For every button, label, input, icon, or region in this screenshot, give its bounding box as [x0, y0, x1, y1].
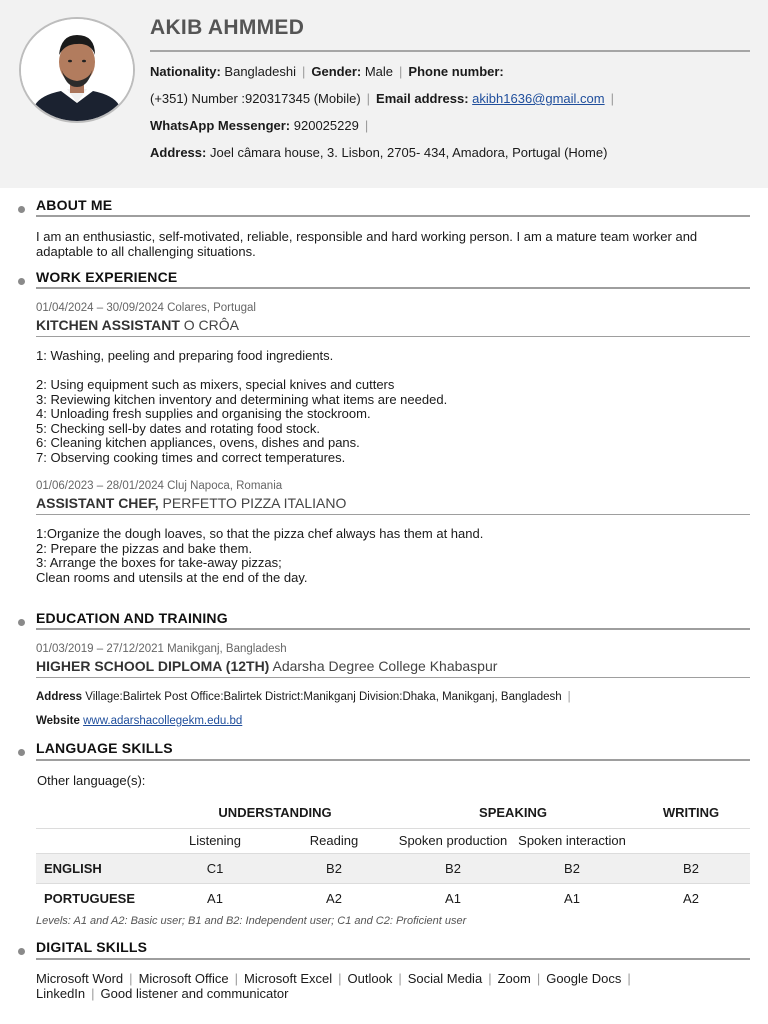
separator: | — [91, 985, 95, 1001]
table-cell: B2 — [394, 853, 512, 883]
email-link[interactable]: akibh1636@gmail.com — [472, 91, 605, 106]
education-address-label: Address — [36, 691, 83, 703]
list-item: Clean rooms and utensils at the end of the day. — [36, 569, 308, 585]
candidate-name: AKIB AHMMED — [150, 16, 305, 39]
table-cell: B2 — [512, 853, 632, 883]
separator: | — [627, 971, 631, 986]
list-item: 5: Checking sell-by dates and rotating food stock. — [36, 420, 320, 436]
section-divider — [36, 287, 750, 289]
job-role: KITCHEN ASSISTANT — [36, 317, 180, 333]
skill-item: Social Media — [407, 971, 483, 986]
list-item: 3: Arrange the boxes for take-away pizzas; — [36, 555, 282, 570]
education-divider — [36, 677, 750, 678]
table-cell: B2 — [274, 853, 394, 883]
bullet-icon — [18, 206, 25, 213]
about-text: I am an enthusiastic, self-motivated, reliable, responsible and hard working person. I am a mature team worker and adaptable to all challenging situations. — [36, 229, 698, 259]
separator: | — [366, 91, 371, 106]
table-subheader-row — [36, 828, 750, 853]
levels-note: Levels: A1 and A2: Basic user; B1 and B2: Independent user; C1 and C2: Proficient user — [36, 915, 467, 927]
skill-item: LinkedIn — [36, 985, 86, 1001]
digital-skills-list — [36, 972, 750, 1001]
column-header: UNDERSTANDING — [218, 805, 332, 821]
separator: | — [364, 118, 369, 133]
list-item: 1:Organize the dough loaves, so that the pizza chef always has them at hand. — [36, 526, 484, 541]
separator: | — [129, 971, 133, 986]
job-role: ASSISTANT CHEF, — [36, 495, 159, 511]
bullet-icon — [18, 278, 25, 285]
column-header: SPEAKING — [479, 805, 547, 821]
education-address-value: Village:Balirtek Post Office:Balirtek District:Manikganj Division:Dhaka, Manikganj, Bangladesh — [85, 691, 562, 703]
person-avatar-icon — [21, 19, 133, 121]
section-divider — [36, 215, 750, 217]
table-cell: A2 — [632, 883, 750, 913]
column-subheader: Listening — [156, 828, 274, 853]
table-cell: B2 — [632, 853, 750, 883]
column-subheader: Spoken production — [394, 828, 512, 853]
column-subheader: Reading — [274, 828, 394, 853]
job-meta: 01/04/2024 – 30/09/2024 Colares, Portugal — [36, 302, 256, 314]
education-website — [36, 715, 242, 727]
section-title-about: ABOUT ME — [36, 197, 113, 213]
bullet-icon — [18, 619, 25, 626]
separator: | — [536, 971, 541, 986]
email-label: Email address: — [376, 91, 469, 106]
job-divider — [36, 336, 750, 337]
profile-photo — [19, 17, 135, 123]
table-header-row — [36, 798, 750, 828]
table-cell: A1 — [156, 883, 274, 913]
table-cell: A2 — [274, 883, 394, 913]
job-title — [36, 317, 239, 333]
phone-label: Phone number: — [408, 64, 504, 79]
table-cell: A1 — [512, 883, 632, 913]
nationality-value: Bangladeshi — [224, 64, 296, 79]
degree: HIGHER SCHOOL DIPLOMA (12TH) — [36, 658, 270, 674]
nationality-label: Nationality: — [150, 64, 221, 79]
table-row — [36, 883, 750, 913]
gender-value: Male — [364, 64, 394, 79]
table-row — [36, 853, 750, 883]
skill-item: Zoom — [497, 971, 531, 986]
skill-item: Outlook — [347, 971, 393, 986]
section-title-work: WORK EXPERIENCE — [36, 269, 178, 285]
list-item: 3: Reviewing kitchen inventory and determining what items are needed. — [36, 391, 448, 407]
separator: | — [234, 971, 239, 986]
contact-line-2 — [150, 91, 620, 106]
job-duties — [36, 378, 750, 465]
section-divider — [36, 628, 750, 630]
table-cell: A1 — [394, 883, 512, 913]
name-divider — [150, 50, 750, 52]
separator: | — [567, 691, 571, 703]
skill-item: Microsoft Office — [138, 971, 229, 986]
language-name: PORTUGUESE — [36, 883, 156, 913]
other-languages-label: Other language(s): — [37, 773, 146, 788]
list-item: 2: Prepare the pizzas and bake them. — [36, 540, 253, 556]
education-meta: 01/03/2019 – 27/12/2021 Manikganj, Bangladesh — [36, 643, 287, 655]
separator: | — [488, 971, 492, 986]
language-table — [36, 798, 750, 913]
gender-label: Gender: — [311, 64, 362, 79]
job-meta: 01/06/2023 – 28/01/2024 Cluj Napoca, Romania — [36, 480, 283, 492]
job-employer: O CRÔA — [183, 317, 240, 333]
job-duties — [36, 527, 750, 585]
profile-header — [0, 0, 768, 188]
job-employer: PERFETTO PIZZA ITALIANO — [162, 495, 347, 511]
skill-item: Google Docs — [546, 971, 622, 986]
separator: | — [610, 91, 614, 106]
separator: | — [338, 971, 342, 986]
section-title-languages: LANGUAGE SKILLS — [36, 740, 173, 756]
section-divider — [36, 759, 750, 761]
contact-line-1 — [150, 64, 504, 79]
address-label: Address: — [150, 145, 207, 160]
list-item: 7: Observing cooking times and correct temperatures. — [36, 449, 346, 465]
contact-line-3 — [150, 118, 374, 133]
list-item: 2: Using equipment such as mixers, special knives and cutters — [36, 377, 395, 392]
skill-item: Microsoft Word — [36, 971, 124, 986]
whatsapp-label: WhatsApp Messenger: — [150, 118, 291, 133]
skill-item: Good listener and communicator — [100, 985, 289, 1001]
language-name: ENGLISH — [36, 853, 156, 883]
whatsapp-value: 920025229 — [293, 118, 359, 133]
column-header: WRITING — [662, 805, 720, 821]
website-link[interactable]: www.adarshacollegekm.edu.bd — [83, 715, 243, 727]
skill-item: Microsoft Excel — [244, 971, 333, 986]
section-divider — [36, 958, 750, 960]
list-item: 6: Cleaning kitchen appliances, ovens, dishes and pans. — [36, 435, 360, 450]
school: Adarsha Degree College Khabaspur — [272, 658, 498, 674]
separator: | — [398, 971, 402, 986]
bullet-icon — [18, 749, 25, 756]
bullet-icon — [18, 948, 25, 955]
separator: | — [399, 64, 403, 79]
section-title-digital: DIGITAL SKILLS — [36, 939, 148, 955]
phone-value: (+351) Number :920317345 (Mobile) — [150, 91, 361, 106]
list-item: 4: Unloading fresh supplies and organising the stockroom. — [36, 406, 371, 421]
job-divider — [36, 514, 750, 515]
website-label: Website — [36, 715, 80, 727]
job-title — [36, 495, 346, 511]
job-first-line: 1: Washing, peeling and preparing food ingredients. — [36, 348, 334, 363]
column-subheader: Spoken interaction — [512, 828, 632, 853]
separator: | — [301, 64, 306, 79]
address-value: Joel câmara house, 3. Lisbon, 2705- 434, Amadora, Portugal (Home) — [209, 145, 608, 160]
education-title — [36, 658, 497, 674]
education-address — [36, 691, 577, 703]
contact-line-4 — [150, 145, 607, 160]
section-title-education: EDUCATION AND TRAINING — [36, 610, 228, 626]
table-cell: C1 — [156, 853, 274, 883]
